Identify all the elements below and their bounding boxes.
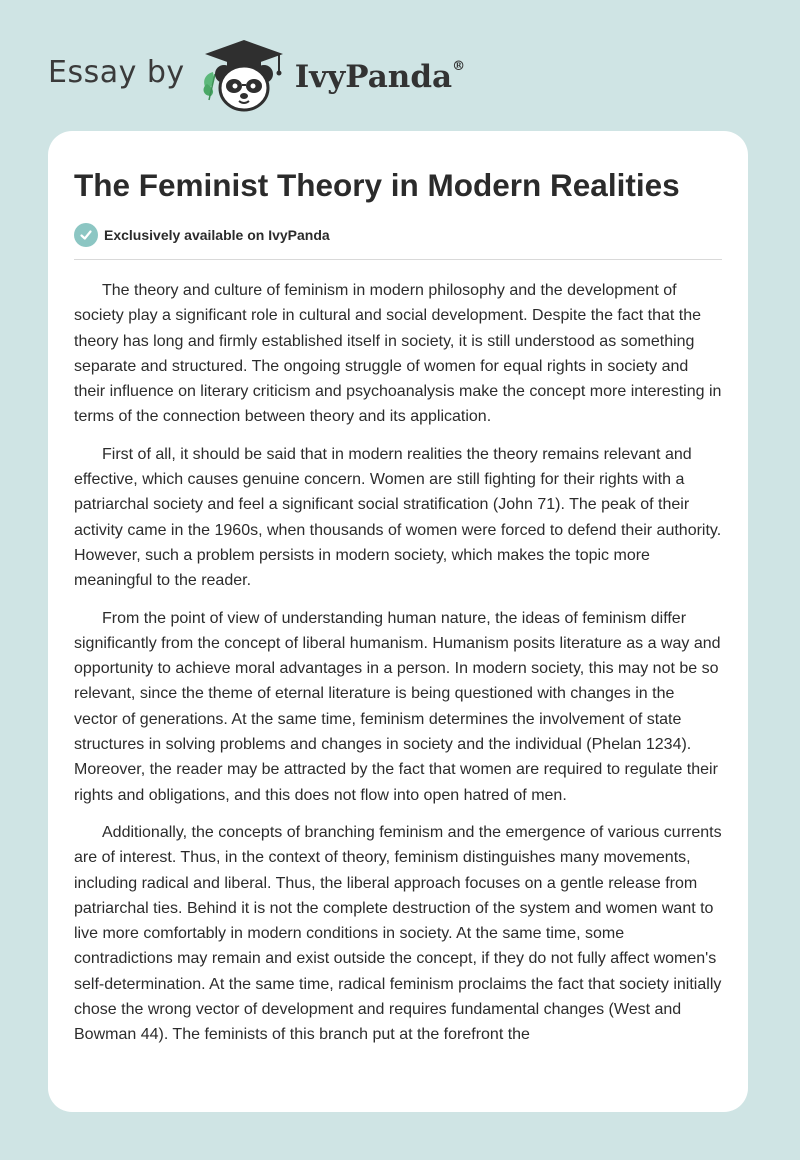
brand-header: [48, 36, 465, 116]
essay-body: [74, 278, 722, 1048]
essay-paragraph: From the point of view of understanding human nature, the ideas of feminism differ significantly from the concept of liberal humanism. Humanism posits literature as a way and opportunity to achieve moral advantages in a person. In modern society, this may not be so relevant, since the theme of eternal literature is being questioned with changes in the vector of generations. At the same time, feminism determines the involvement of state structures in solving problems and changes in society and the individual (Phelan 1234). Moreover, the reader may be attracted by the fact that women are required to regulate their rights and obligations, and this does not flow into open hatred of men.: [74, 609, 721, 804]
essay-by-label: Essay by: [48, 54, 185, 90]
essay-paragraph: The theory and culture of feminism in modern philosophy and the development of society play a significant role in cultural and social development. Despite the fact that the theory has long and firmly established itself in society, it is still understood as something separate and structured. The ongoing struggle of women for equal rights in society and their influence on literary criticism and psychoanalysis make the concept more interesting in terms of the connection between theory and its application.: [74, 282, 722, 426]
exclusive-badge-label: Exclusively available on IvyPanda: [104, 227, 330, 243]
registered-mark: ®: [452, 59, 466, 74]
brand-name: [295, 59, 465, 95]
essay-paragraph: Additionally, the concepts of branching feminism and the emergence of various currents are of interest. Thus, in the context of theory, feminism distinguishes many movements, including radical and liberal. Thus, the liberal approach focuses on a gentle release from patriarchal ties. Behind it is not the complete destruction of the system and women want to live more comfortably in modern conditions in society. At the same time, some contradictions may remain and exist outside the concept, if they do not fully affect women's self-determination. At the same time, radical feminism proclaims the fact that society initially chose the wrong vector of development and requires fundamental changes (West and Bowman 44). The feminists of this branch put at the forefront the: [74, 823, 722, 1044]
essay-title: The Feminist Theory in Modern Realities: [74, 167, 680, 203]
checkmark-glyph-icon: [79, 228, 93, 242]
essay-card: [48, 131, 748, 1112]
essay-paragraph: First of all, it should be said that in modern realities the theory remains relevant and effective, which causes genuine concern. Women are still fighting for their rights with a patriarchal society and feel a significant social stratification (John 71). The peak of their activity came in the 1960s, when thousands of women were forced to defend their authority. However, such a problem persists in modern society, which makes the topic more meaningful to the reader.: [74, 445, 722, 590]
exclusive-badge: [74, 223, 722, 247]
panda-graduate-logo-icon: [199, 38, 289, 114]
check-circle-icon: [74, 223, 98, 247]
brand-name-text: IvyPanda: [294, 59, 453, 95]
title-divider: [74, 259, 722, 260]
